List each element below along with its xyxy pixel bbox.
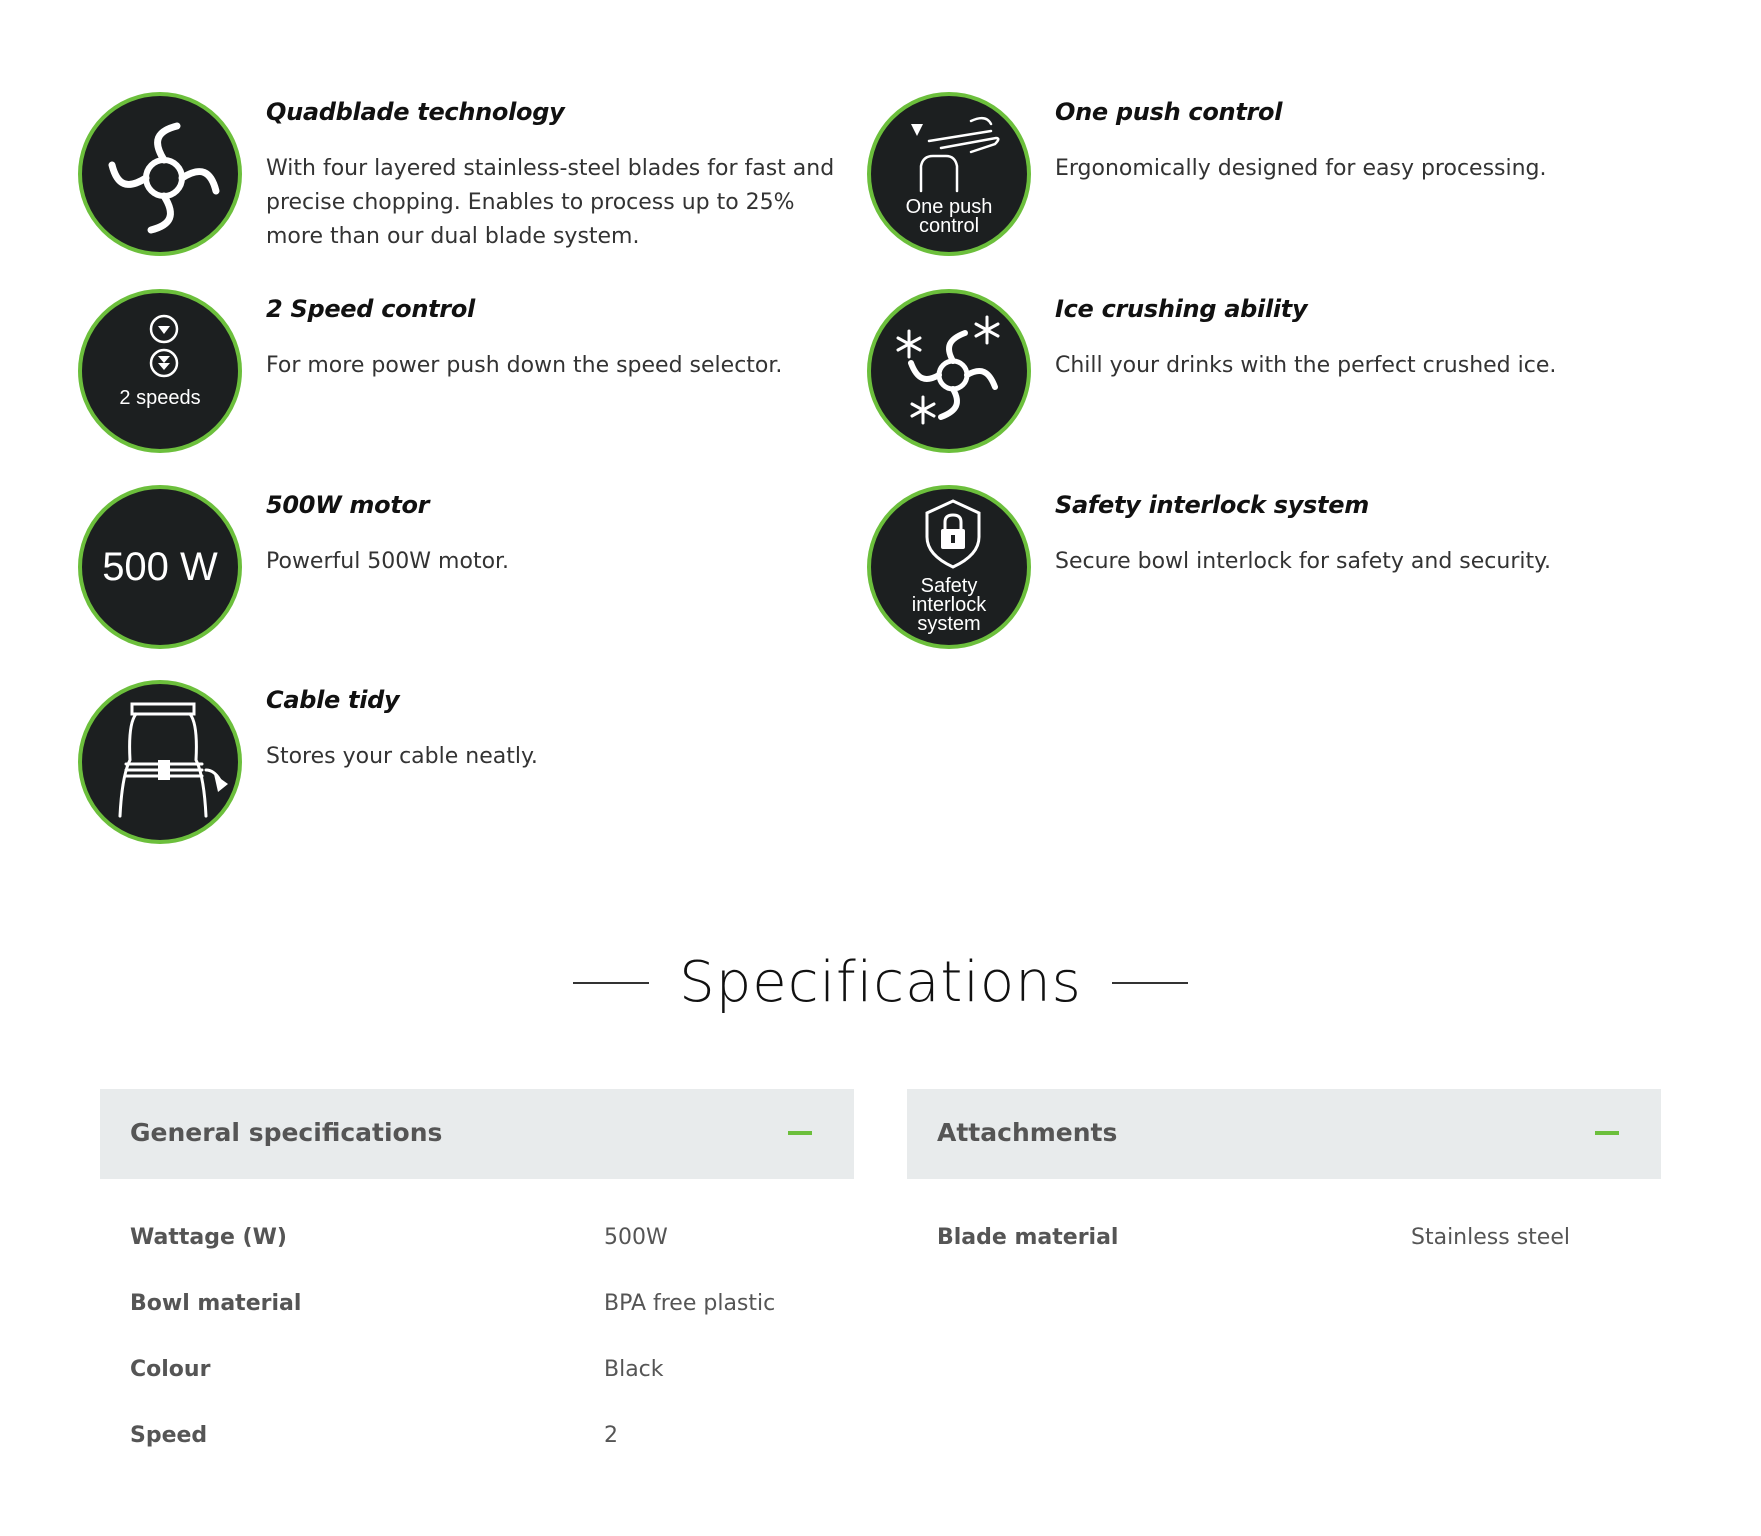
general-specifications-header[interactable]: [100, 1089, 854, 1179]
feature-one-push-control: [867, 92, 1627, 267]
feature-title: Safety interlock system: [1055, 491, 1369, 519]
feature-description: For more power push down the speed selector.: [266, 353, 783, 378]
panel-title: General specifications: [130, 1118, 443, 1147]
specifications-heading: [0, 950, 1761, 1015]
feature-description: Powerful 500W motor.: [266, 549, 510, 574]
heading-rule-left: [573, 982, 649, 984]
feature-description: Ergonomically designed for easy processing.: [1055, 156, 1547, 181]
panel-title: Attachments: [937, 1118, 1118, 1147]
spec-row-blade-material: [937, 1225, 1637, 1265]
feature-title: Ice crushing ability: [1055, 295, 1308, 323]
feature-cable-tidy: [78, 680, 838, 855]
feature-description: Secure bowl interlock for safety and security.: [1055, 549, 1551, 574]
feature-quadblade: [78, 92, 838, 267]
one-push-control-icon: [867, 92, 1031, 256]
quadblade-icon: [78, 92, 242, 256]
feature-title: 500W motor: [266, 491, 430, 519]
spec-label: Colour: [130, 1357, 211, 1382]
spec-label: Blade material: [937, 1225, 1119, 1250]
attachments-panel: [907, 1089, 1661, 1250]
feature-title: Cable tidy: [266, 686, 400, 714]
heading-rule-right: [1112, 982, 1188, 984]
feature-ice-crushing: [867, 289, 1627, 464]
feature-title: 2 Speed control: [266, 295, 475, 323]
feature-description: Chill your drinks with the perfect crushed ice.: [1055, 353, 1557, 378]
spec-row-speed: [130, 1423, 830, 1463]
feature-title: One push control: [1055, 98, 1283, 126]
collapse-minus-icon[interactable]: [1595, 1131, 1619, 1135]
spec-value: Black: [604, 1357, 664, 1382]
feature-motor: [78, 485, 838, 660]
attachments-header[interactable]: [907, 1089, 1661, 1179]
ice-crushing-icon: [867, 289, 1031, 453]
feature-safety-interlock: [867, 485, 1627, 660]
feature-description: With four layered stainless-steel blades for fast and precise chopping. Enables to process up to 25% more than our dual blade system.: [266, 156, 835, 249]
icon-caption: 2 speeds: [119, 387, 201, 409]
feature-title: Quadblade technology: [266, 98, 565, 126]
spec-row-bowl-material: [130, 1291, 830, 1331]
specifications-title: Specifications: [679, 950, 1082, 1015]
cable-tidy-icon: [78, 680, 242, 844]
icon-caption: 500 W: [102, 545, 218, 589]
spec-value: BPA free plastic: [604, 1291, 776, 1316]
spec-label: Speed: [130, 1423, 208, 1448]
spec-value: 500W: [604, 1225, 668, 1250]
spec-value: 2: [604, 1423, 618, 1448]
spec-value: Stainless steel: [1411, 1225, 1570, 1250]
feature-description: Stores your cable neatly.: [266, 744, 538, 769]
icon-caption: Safety interlock system: [911, 575, 987, 635]
motor-icon: [78, 485, 242, 649]
feature-speed-control: [78, 289, 838, 464]
general-specifications-panel: [100, 1089, 854, 1448]
speed-control-icon: [78, 289, 242, 453]
icon-caption: One push control: [905, 196, 993, 237]
spec-row-wattage: [130, 1225, 830, 1265]
safety-lock-icon: [867, 485, 1031, 649]
spec-row-colour: [130, 1357, 830, 1397]
spec-label: Bowl material: [130, 1291, 302, 1316]
collapse-minus-icon[interactable]: [788, 1131, 812, 1135]
spec-label: Wattage (W): [130, 1225, 287, 1250]
